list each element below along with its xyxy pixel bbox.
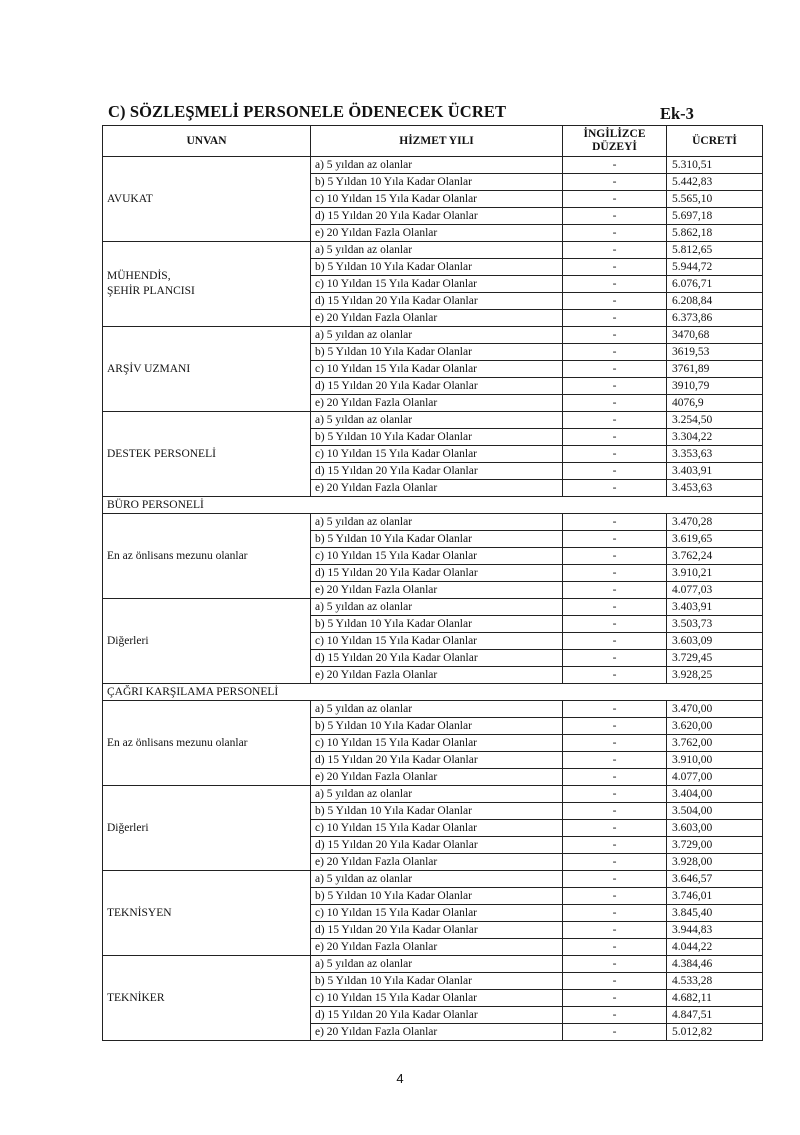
service-year-cell: e) 20 Yıldan Fazla Olanlar xyxy=(311,480,563,497)
unvan-label: ŞEHİR PLANCISI xyxy=(107,285,195,297)
unvan-cell xyxy=(103,956,311,1041)
document-title: C) SÖZLEŞMELİ PERSONELE ÖDENECEK ÜCRET xyxy=(108,102,507,121)
table-row xyxy=(103,956,763,973)
english-level-cell: - xyxy=(563,599,667,616)
service-year-cell: e) 20 Yıldan Fazla Olanlar xyxy=(311,225,563,242)
unvan-label: DESTEK PERSONELİ xyxy=(107,447,216,460)
service-year-cell: d) 15 Yıldan 20 Yıla Kadar Olanlar xyxy=(311,650,563,667)
english-level-cell: - xyxy=(563,633,667,650)
english-level-cell: - xyxy=(563,854,667,871)
english-level-cell: - xyxy=(563,973,667,990)
english-level-cell: - xyxy=(563,361,667,378)
page-number: 4 xyxy=(396,1071,404,1086)
service-year-cell: e) 20 Yıldan Fazla Olanlar xyxy=(311,769,563,786)
fee-cell: 3.403,91 xyxy=(667,463,763,480)
english-level-cell: - xyxy=(563,531,667,548)
fee-cell: 4.682,11 xyxy=(667,990,763,1007)
section-row xyxy=(103,684,763,701)
service-year-cell: a) 5 yıldan az olanlar xyxy=(311,956,563,973)
service-year-cell: b) 5 Yıldan 10 Yıla Kadar Olanlar xyxy=(311,174,563,191)
unvan-label: Diğerleri xyxy=(107,821,149,834)
service-year-cell: a) 5 yıldan az olanlar xyxy=(311,157,563,174)
table-header-row xyxy=(103,126,763,157)
english-level-cell: - xyxy=(563,446,667,463)
table-body xyxy=(103,157,763,1041)
unvan-cell xyxy=(103,157,311,242)
fee-cell: 3.404,00 xyxy=(667,786,763,803)
english-level-cell: - xyxy=(563,259,667,276)
service-year-cell: b) 5 Yıldan 10 Yıla Kadar Olanlar xyxy=(311,718,563,735)
fee-cell: 5.812,65 xyxy=(667,242,763,259)
section-label: ÇAĞRI KARŞILAMA PERSONELİ xyxy=(103,684,763,701)
service-year-cell: d) 15 Yıldan 20 Yıla Kadar Olanlar xyxy=(311,378,563,395)
fee-cell: 5.012,82 xyxy=(667,1024,763,1041)
unvan-label: ARŞİV UZMANI xyxy=(107,362,191,375)
fee-cell: 3.620,00 xyxy=(667,718,763,735)
english-level-cell: - xyxy=(563,344,667,361)
unvan-cell xyxy=(103,514,311,599)
unvan-cell xyxy=(103,871,311,956)
service-year-cell: d) 15 Yıldan 20 Yıla Kadar Olanlar xyxy=(311,463,563,480)
unvan-cell xyxy=(103,412,311,497)
section-row xyxy=(103,497,763,514)
fee-cell: 4.044,22 xyxy=(667,939,763,956)
fee-cell: 3.746,01 xyxy=(667,888,763,905)
english-level-cell: - xyxy=(563,174,667,191)
service-year-cell: a) 5 yıldan az olanlar xyxy=(311,412,563,429)
unvan-label: En az önlisans mezunu olanlar xyxy=(107,736,248,749)
fee-cell: 6.208,84 xyxy=(667,293,763,310)
table-row xyxy=(103,412,763,429)
service-year-cell: e) 20 Yıldan Fazla Olanlar xyxy=(311,582,563,599)
service-year-cell: e) 20 Yıldan Fazla Olanlar xyxy=(311,395,563,412)
english-level-cell: - xyxy=(563,514,667,531)
fee-cell: 3.470,28 xyxy=(667,514,763,531)
header-ingilizce-line2: DÜZEYİ xyxy=(592,141,637,153)
service-year-cell: a) 5 yıldan az olanlar xyxy=(311,242,563,259)
fee-cell: 3.603,09 xyxy=(667,633,763,650)
service-year-cell: b) 5 Yıldan 10 Yıla Kadar Olanlar xyxy=(311,429,563,446)
english-level-cell: - xyxy=(563,208,667,225)
english-level-cell: - xyxy=(563,157,667,174)
fee-cell: 3.504,00 xyxy=(667,803,763,820)
header-ingilizce-line1: İNGİLİZCE xyxy=(583,128,646,140)
english-level-cell: - xyxy=(563,837,667,854)
unvan-label: TEKNİSYEN xyxy=(107,906,172,919)
service-year-cell: b) 5 Yıldan 10 Yıla Kadar Olanlar xyxy=(311,888,563,905)
fee-cell: 3.646,57 xyxy=(667,871,763,888)
english-level-cell: - xyxy=(563,769,667,786)
fee-cell: 3619,53 xyxy=(667,344,763,361)
fee-cell: 4.077,00 xyxy=(667,769,763,786)
english-level-cell: - xyxy=(563,310,667,327)
service-year-cell: d) 15 Yıldan 20 Yıla Kadar Olanlar xyxy=(311,752,563,769)
table-row xyxy=(103,701,763,718)
header-ingilizce-duzeyi xyxy=(563,126,667,157)
english-level-cell: - xyxy=(563,956,667,973)
fee-cell: 3.353,63 xyxy=(667,446,763,463)
english-level-cell: - xyxy=(563,293,667,310)
service-year-cell: c) 10 Yıldan 15 Yıla Kadar Olanlar xyxy=(311,633,563,650)
fee-cell: 3.910,21 xyxy=(667,565,763,582)
english-level-cell: - xyxy=(563,412,667,429)
service-year-cell: c) 10 Yıldan 15 Yıla Kadar Olanlar xyxy=(311,446,563,463)
english-level-cell: - xyxy=(563,820,667,837)
service-year-cell: b) 5 Yıldan 10 Yıla Kadar Olanlar xyxy=(311,616,563,633)
english-level-cell: - xyxy=(563,905,667,922)
service-year-cell: c) 10 Yıldan 15 Yıla Kadar Olanlar xyxy=(311,905,563,922)
fee-cell: 4076,9 xyxy=(667,395,763,412)
unvan-label: MÜHENDİS, xyxy=(107,270,171,282)
fee-cell: 6.076,71 xyxy=(667,276,763,293)
fee-cell: 3.729,45 xyxy=(667,650,763,667)
english-level-cell: - xyxy=(563,480,667,497)
table-row xyxy=(103,327,763,344)
service-year-cell: b) 5 Yıldan 10 Yıla Kadar Olanlar xyxy=(311,531,563,548)
english-level-cell: - xyxy=(563,990,667,1007)
fee-cell: 3.470,00 xyxy=(667,701,763,718)
english-level-cell: - xyxy=(563,565,667,582)
english-level-cell: - xyxy=(563,871,667,888)
header-unvan: UNVAN xyxy=(103,126,311,157)
english-level-cell: - xyxy=(563,582,667,599)
header-hizmet-yili: HİZMET YILI xyxy=(311,126,563,157)
service-year-cell: e) 20 Yıldan Fazla Olanlar xyxy=(311,854,563,871)
fee-cell: 3910,79 xyxy=(667,378,763,395)
service-year-cell: c) 10 Yıldan 15 Yıla Kadar Olanlar xyxy=(311,191,563,208)
english-level-cell: - xyxy=(563,718,667,735)
service-year-cell: a) 5 yıldan az olanlar xyxy=(311,599,563,616)
fee-cell: 3.619,65 xyxy=(667,531,763,548)
english-level-cell: - xyxy=(563,463,667,480)
fee-cell: 5.944,72 xyxy=(667,259,763,276)
unvan-cell xyxy=(103,701,311,786)
unvan-label: TEKNİKER xyxy=(107,991,165,1004)
english-level-cell: - xyxy=(563,429,667,446)
english-level-cell: - xyxy=(563,752,667,769)
fee-cell: 3.729,00 xyxy=(667,837,763,854)
fee-table xyxy=(102,125,763,1041)
service-year-cell: c) 10 Yıldan 15 Yıla Kadar Olanlar xyxy=(311,735,563,752)
service-year-cell: c) 10 Yıldan 15 Yıla Kadar Olanlar xyxy=(311,548,563,565)
table-row xyxy=(103,514,763,531)
service-year-cell: d) 15 Yıldan 20 Yıla Kadar Olanlar xyxy=(311,208,563,225)
service-year-cell: c) 10 Yıldan 15 Yıla Kadar Olanlar xyxy=(311,361,563,378)
service-year-cell: c) 10 Yıldan 15 Yıla Kadar Olanlar xyxy=(311,990,563,1007)
english-level-cell: - xyxy=(563,939,667,956)
english-level-cell: - xyxy=(563,701,667,718)
service-year-cell: d) 15 Yıldan 20 Yıla Kadar Olanlar xyxy=(311,565,563,582)
fee-cell: 3.944,83 xyxy=(667,922,763,939)
service-year-cell: e) 20 Yıldan Fazla Olanlar xyxy=(311,1024,563,1041)
fee-cell: 3.304,22 xyxy=(667,429,763,446)
english-level-cell: - xyxy=(563,650,667,667)
fee-cell: 5.862,18 xyxy=(667,225,763,242)
fee-cell: 3.845,40 xyxy=(667,905,763,922)
unvan-label: En az önlisans mezunu olanlar xyxy=(107,549,248,562)
english-level-cell: - xyxy=(563,735,667,752)
service-year-cell: a) 5 yıldan az olanlar xyxy=(311,701,563,718)
english-level-cell: - xyxy=(563,667,667,684)
fee-cell: 3.603,00 xyxy=(667,820,763,837)
fee-cell: 4.384,46 xyxy=(667,956,763,973)
table-row xyxy=(103,242,763,259)
english-level-cell: - xyxy=(563,616,667,633)
english-level-cell: - xyxy=(563,888,667,905)
header-ucret: ÜCRETİ xyxy=(667,126,763,157)
fee-cell: 4.847,51 xyxy=(667,1007,763,1024)
fee-cell: 3.762,00 xyxy=(667,735,763,752)
unvan-label: Diğerleri xyxy=(107,634,149,647)
english-level-cell: - xyxy=(563,1024,667,1041)
english-level-cell: - xyxy=(563,225,667,242)
english-level-cell: - xyxy=(563,276,667,293)
fee-cell: 3.503,73 xyxy=(667,616,763,633)
service-year-cell: c) 10 Yıldan 15 Yıla Kadar Olanlar xyxy=(311,820,563,837)
service-year-cell: e) 20 Yıldan Fazla Olanlar xyxy=(311,310,563,327)
unvan-cell xyxy=(103,327,311,412)
fee-cell: 5.565,10 xyxy=(667,191,763,208)
service-year-cell: b) 5 Yıldan 10 Yıla Kadar Olanlar xyxy=(311,259,563,276)
service-year-cell: c) 10 Yıldan 15 Yıla Kadar Olanlar xyxy=(311,276,563,293)
english-level-cell: - xyxy=(563,922,667,939)
table-row xyxy=(103,871,763,888)
fee-cell: 3.910,00 xyxy=(667,752,763,769)
english-level-cell: - xyxy=(563,803,667,820)
fee-cell: 4.533,28 xyxy=(667,973,763,990)
service-year-cell: a) 5 yıldan az olanlar xyxy=(311,786,563,803)
english-level-cell: - xyxy=(563,548,667,565)
service-year-cell: a) 5 yıldan az olanlar xyxy=(311,514,563,531)
fee-cell: 6.373,86 xyxy=(667,310,763,327)
service-year-cell: d) 15 Yıldan 20 Yıla Kadar Olanlar xyxy=(311,1007,563,1024)
english-level-cell: - xyxy=(563,378,667,395)
unvan-cell xyxy=(103,786,311,871)
fee-cell: 3.254,50 xyxy=(667,412,763,429)
service-year-cell: d) 15 Yıldan 20 Yıla Kadar Olanlar xyxy=(311,293,563,310)
fee-cell: 5.310,51 xyxy=(667,157,763,174)
fee-cell: 3.762,24 xyxy=(667,548,763,565)
service-year-cell: e) 20 Yıldan Fazla Olanlar xyxy=(311,939,563,956)
english-level-cell: - xyxy=(563,395,667,412)
english-level-cell: - xyxy=(563,242,667,259)
annex-label: Ek-3 xyxy=(660,104,694,123)
fee-cell: 3.928,00 xyxy=(667,854,763,871)
fee-cell: 5.442,83 xyxy=(667,174,763,191)
english-level-cell: - xyxy=(563,327,667,344)
service-year-cell: b) 5 Yıldan 10 Yıla Kadar Olanlar xyxy=(311,973,563,990)
fee-cell: 5.697,18 xyxy=(667,208,763,225)
english-level-cell: - xyxy=(563,191,667,208)
service-year-cell: d) 15 Yıldan 20 Yıla Kadar Olanlar xyxy=(311,922,563,939)
fee-cell: 3.453,63 xyxy=(667,480,763,497)
fee-cell: 3.928,25 xyxy=(667,667,763,684)
fee-cell: 3761,89 xyxy=(667,361,763,378)
fee-cell: 3.403,91 xyxy=(667,599,763,616)
service-year-cell: a) 5 yıldan az olanlar xyxy=(311,871,563,888)
service-year-cell: b) 5 Yıldan 10 Yıla Kadar Olanlar xyxy=(311,803,563,820)
table-row xyxy=(103,599,763,616)
english-level-cell: - xyxy=(563,1007,667,1024)
unvan-cell xyxy=(103,242,311,327)
unvan-label: AVUKAT xyxy=(107,192,153,205)
unvan-cell xyxy=(103,599,311,684)
service-year-cell: a) 5 yıldan az olanlar xyxy=(311,327,563,344)
service-year-cell: d) 15 Yıldan 20 Yıla Kadar Olanlar xyxy=(311,837,563,854)
fee-cell: 4.077,03 xyxy=(667,582,763,599)
service-year-cell: b) 5 Yıldan 10 Yıla Kadar Olanlar xyxy=(311,344,563,361)
table-row xyxy=(103,786,763,803)
section-label: BÜRO PERSONELİ xyxy=(103,497,763,514)
table-row xyxy=(103,157,763,174)
fee-cell: 3470,68 xyxy=(667,327,763,344)
english-level-cell: - xyxy=(563,786,667,803)
service-year-cell: e) 20 Yıldan Fazla Olanlar xyxy=(311,667,563,684)
